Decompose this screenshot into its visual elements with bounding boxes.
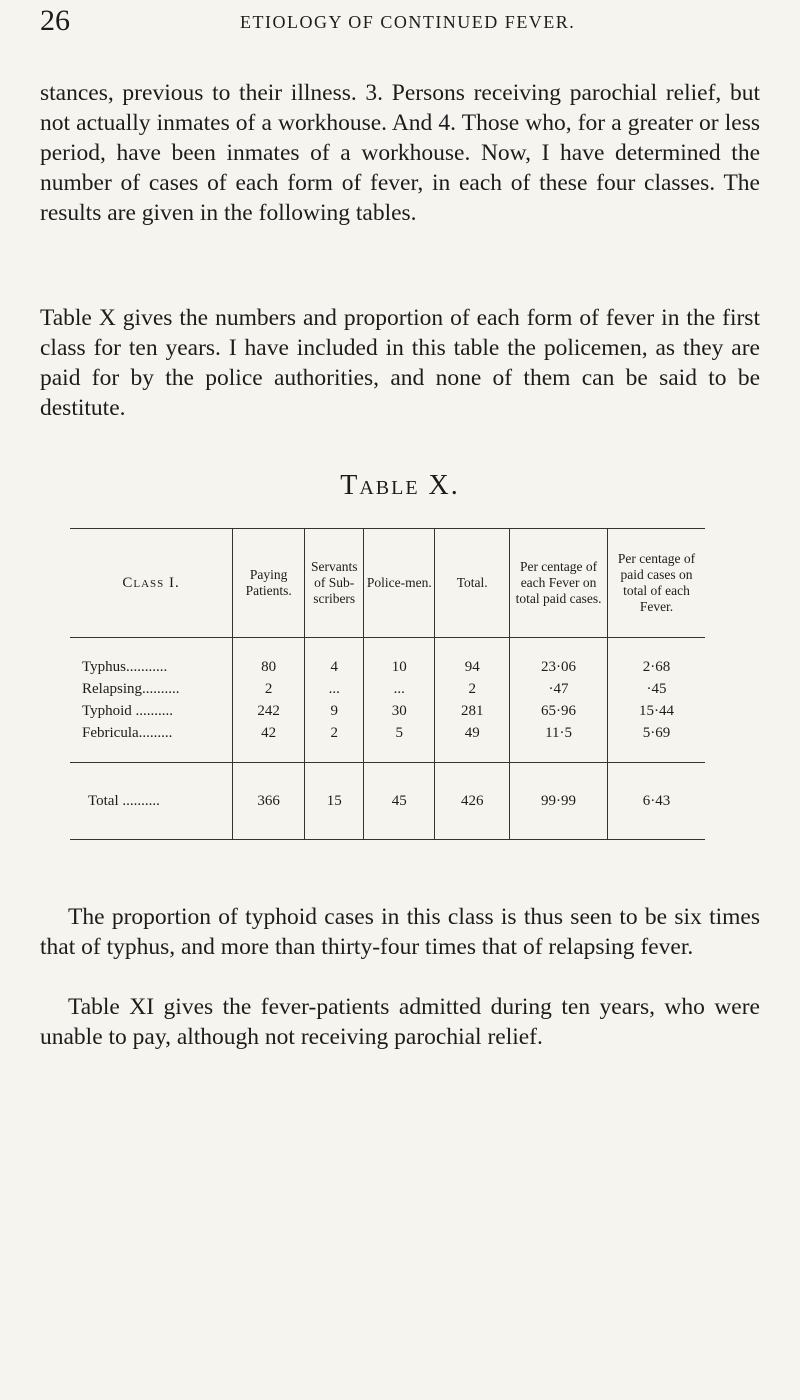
header-total: Total. — [435, 529, 510, 638]
header-servants: Servants of Sub-scribers — [305, 529, 364, 638]
cell-pct-fever: ·47 — [510, 678, 608, 700]
cell-police: ... — [364, 678, 435, 700]
table-row — [70, 678, 705, 700]
page-header — [40, 4, 760, 44]
total-pct-fever: 99·99 — [510, 763, 608, 840]
table-row — [70, 700, 705, 722]
header-class: Class I. — [70, 529, 233, 638]
table-row — [70, 722, 705, 763]
row-label: Typhus........... — [82, 659, 168, 675]
paragraph-2: Table X gives the numbers and proportion of each form of fever in the first class for ten years. I have included in this table the policemen, as they are paid for by the police authorities, and none of them can be said to be destitute. — [40, 305, 760, 421]
cell-pct-paid: ·45 — [608, 678, 705, 700]
table-total-row — [70, 763, 705, 840]
cell-servants: 2 — [305, 722, 364, 763]
header-police: Police-men. — [364, 529, 435, 638]
cell-servants: 9 — [305, 700, 364, 722]
cell-paying: 80 — [233, 638, 305, 679]
header-pct-fever: Per centage of each Fever on total paid cases. — [510, 529, 608, 638]
total-label: Total .......... — [70, 763, 233, 840]
cell-pct-paid: 2·68 — [608, 638, 705, 679]
total-police: 45 — [364, 763, 435, 840]
running-head: ETIOLOGY OF CONTINUED FEVER. — [240, 12, 576, 32]
total-servants: 15 — [305, 763, 364, 840]
total-total: 426 — [435, 763, 510, 840]
fever-table — [70, 528, 705, 840]
cell-paying: 242 — [233, 700, 305, 722]
total-paying: 366 — [233, 763, 305, 840]
cell-police: 5 — [364, 722, 435, 763]
cell-paying: 2 — [233, 678, 305, 700]
cell-total: 49 — [435, 722, 510, 763]
cell-pct-fever: 11·5 — [510, 722, 608, 763]
paragraph-3: The proportion of typhoid cases in this class is thus seen to be six times that of typhus, and more than thirty-four times that of relapsing fever. — [40, 904, 760, 960]
row-label: Typhoid .......... — [82, 703, 174, 719]
cell-servants: 4 — [305, 638, 364, 679]
cell-police: 30 — [364, 700, 435, 722]
cell-total: 2 — [435, 678, 510, 700]
table-row — [70, 638, 705, 679]
cell-police: 10 — [364, 638, 435, 679]
header-paying: Paying Patients. — [233, 529, 305, 638]
cell-pct-paid: 15·44 — [608, 700, 705, 722]
total-pct-paid: 6·43 — [608, 763, 705, 840]
row-label: Relapsing.......... — [82, 681, 180, 697]
cell-pct-fever: 65·96 — [510, 700, 608, 722]
page-number: 26 — [40, 4, 70, 37]
row-label: Febricula......... — [82, 725, 173, 741]
cell-pct-fever: 23·06 — [510, 638, 608, 679]
cell-total: 281 — [435, 700, 510, 722]
cell-total: 94 — [435, 638, 510, 679]
paragraph-1: stances, previous to their illness. 3. Persons receiving parochial relief, but not actually inmates of a workhouse. And 4. Those who, for a greater or less period, have been inmates of a workhouse. Now, I have determined the number of cases of each form of fever, in each of these four classes. The results are given in the following tables. — [40, 80, 760, 226]
paragraph-4: Table XI gives the fever-patients admitted during ten years, who were unable to pay, although not receiving parochial relief. — [40, 994, 760, 1050]
table-header-row — [70, 529, 705, 638]
table-title: Table X. — [340, 470, 460, 501]
cell-pct-paid: 5·69 — [608, 722, 705, 763]
cell-servants: ... — [305, 678, 364, 700]
header-pct-paid: Per centage of paid cases on total of each Fever. — [608, 529, 705, 638]
cell-paying: 42 — [233, 722, 305, 763]
